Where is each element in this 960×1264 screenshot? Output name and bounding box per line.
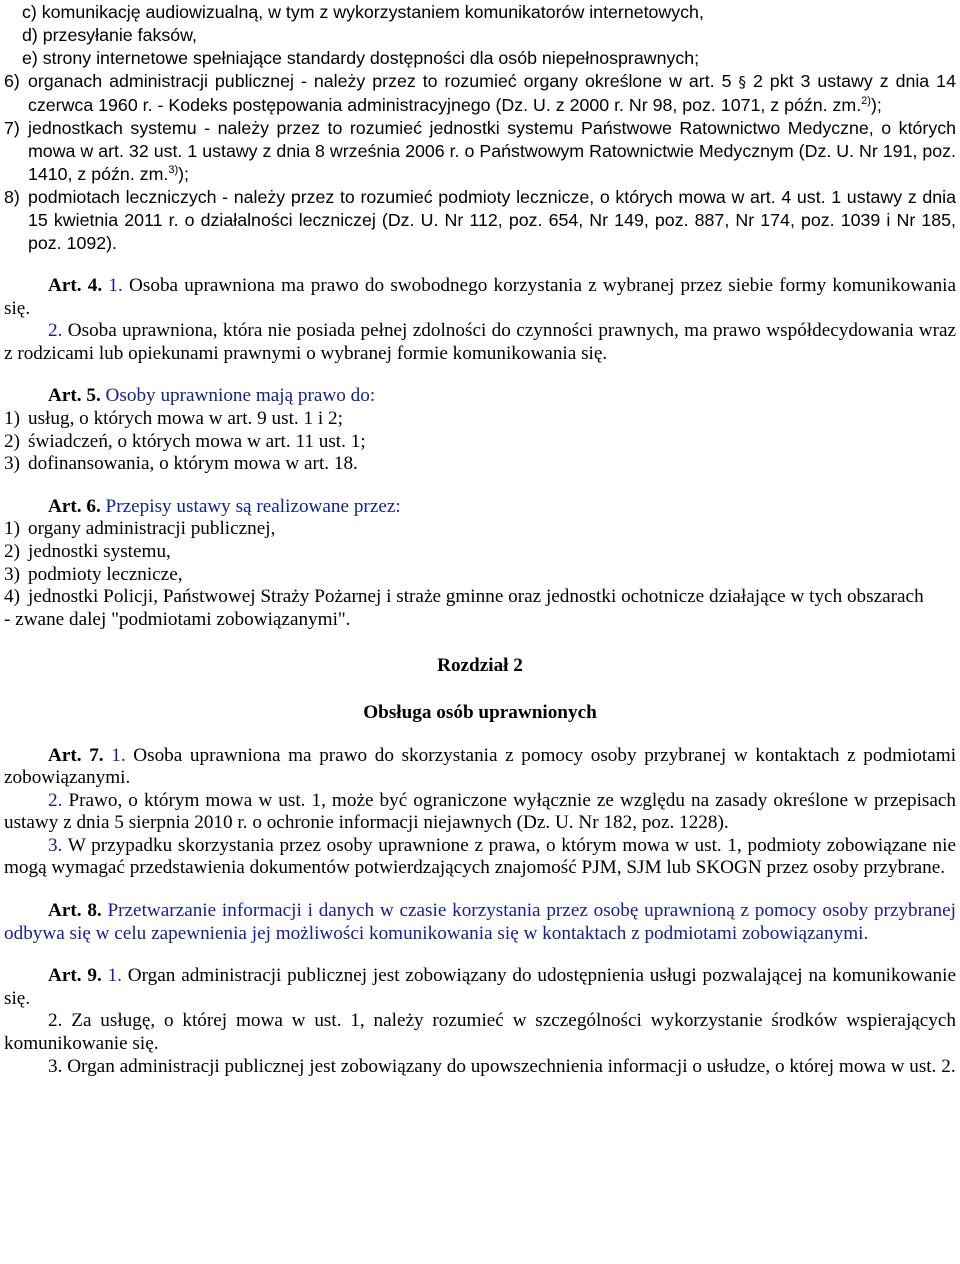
paragraph-number: 2. [48,320,63,342]
paragraph-text: W przypadku skorzystania przez osoby uprawnione z prawa, o którym mowa w ust. 1, podmioty zobowiązane nie mogą wymagać przedstawienia dokumentów potwierdzających znajomość PJM, SJM lub SKOGN przez osoby przybrane. [4,834,956,879]
list-item [4,586,956,609]
paragraph-number: 3. [48,834,63,856]
item-text: podmioty lecznicze, [28,563,183,585]
item-number: 1) [4,407,20,429]
article-label: Art. 9. [48,965,102,987]
item-number: 3) [4,563,20,585]
item-number: 4) [4,586,20,608]
article-4-paragraph-2 [4,320,956,365]
list-item [4,564,956,587]
list-item [4,408,956,431]
list-item-e: e) strony internetowe spełniające standardy dostępności dla osób niepełnosprawnych; [22,48,700,68]
article-9-paragraph-2 [4,1010,956,1055]
article-9-paragraph-1 [4,965,956,1010]
item-text: usług, o których mowa w art. 9 ust. 1 i 2; [28,407,343,429]
article-label: Art. 6. [48,495,101,517]
paragraph-number: 1. [108,275,123,296]
paragraph-number: 1. [111,744,126,766]
item-text [28,70,956,117]
list-item [4,453,956,476]
item-text: podmiotach leczniczych - należy przez to rozumieć podmioty lecznicze, o których mowa w art. 4 ust. 1 ustawy z dnia 15 kwietnia 2011 r. o działalności leczniczej (Dz. U. Nr 112, poz. 654, Nr 149, poz. 887, Nr 174, poz. 1039 i Nr 185, poz. 1092). [28,187,956,253]
definitions-list-continued [4,1,956,255]
definition-item-8 [4,186,956,255]
list-item [4,431,956,454]
article-9-paragraph-3 [4,1056,956,1079]
item-text: jednostki Policji, Państwowej Straży Pożarnej i straże gminne oraz jednostki ochotnicze działające w tych obszarach [28,586,924,608]
chapter-title: Obsługa osób uprawnionych [363,701,597,723]
definition-item-6 [4,70,956,117]
item-text [28,117,956,186]
definition-item-7 [4,117,956,186]
article-7-paragraph-1 [4,745,956,790]
article-5-intro [4,385,956,408]
item-text: jednostki systemu, [28,540,171,562]
article-7-paragraph-2 [4,790,956,835]
paragraph-text: Organ administracji publicznej jest zobowiązany do upowszechnienia informacji o usłudze, o której mowa w ust. 2. [67,1055,956,1077]
article-4 [4,275,956,365]
paragraph-text: Przetwarzanie informacji i danych w czasie korzystania przez osobę uprawnioną z pomocy osoby przybranej odbywa się w celu zapewnienia jej możliwości komunikowania się w kontaktach z podmiotami zobowiązanymi. [4,900,956,944]
article-5 [4,385,956,475]
item-number: 2) [4,540,20,562]
paragraph-number: 2. [48,789,63,811]
article-6 [4,496,956,632]
item-text-part: 2 pkt 3 ustawy z dnia 14 czerwca 1960 r. - Kodeks postępowania administracyjnego (Dz. U. z 2000 r. Nr 98, poz. 1071, z późn. zm. [28,71,956,115]
paragraph-sign: § [738,73,746,91]
item-number: 8) [4,187,20,207]
article-7-paragraph-3 [4,835,956,880]
item-text-part: organach administracji publicznej - należy przez to rozumieć organy określone w art. 5 [28,71,732,91]
article-label: Art. 4. [48,275,103,296]
article-label: Art. 8. [48,900,102,922]
paragraph-number: 2. [48,1010,63,1032]
article-6-intro [4,496,956,519]
list-item [4,518,956,541]
item-text-part: ); [178,164,190,184]
article-label: Art. 5. [48,385,101,407]
article-intro-text: Przepisy ustawy są realizowane przez: [105,495,401,517]
paragraph-text: Osoba uprawniona, która nie posiada pełnej zdolności do czynności prawnych, ma prawo współdecydowania wraz z rodzicami lub opiekunami prawnymi o wybranej formie komunikowania się. [4,320,956,364]
chapter-number: Rozdział 2 [437,655,523,677]
list-item-d: d) przesyłanie faksów, [22,25,197,45]
paragraph-text: Za usługę, o której mowa w ust. 1, należy rozumieć w szczególności wykorzystanie środków wspierających komunikowanie się. [4,1010,957,1055]
footnote-marker: 2) [861,95,871,108]
item-text: organy administracji publicznej, [28,518,276,540]
item-text: świadczeń, o których mowa w art. 11 ust. 1; [28,430,366,452]
article-8 [4,900,956,945]
article-8-text [4,900,956,945]
paragraph-text: Organ administracji publicznej jest zobowiązany do udostępnienia usługi pozwalającej na komunikowanie się. [4,965,956,1009]
chapter-heading [4,655,956,724]
list-item-c: c) komunikację audiowizualną, w tym z wykorzystaniem komunikatorów internetowych, [22,2,704,22]
item-number: 2) [4,430,20,452]
item-text-part: ); [870,95,882,115]
item-number: 1) [4,518,20,540]
paragraph-text: Osoba uprawniona ma prawo do skorzystania z pomocy osoby przybranej w kontaktach z podmiotami zobowiązanymi. [4,744,957,789]
item-number: 7) [4,118,20,138]
item-text-part: jednostkach systemu - należy przez to rozumieć jednostki systemu Państwowe Ratownictwo Medyczne, o których mowa w art. 32 ust. 1 ustawy z dnia 8 września 2006 r. o Państwowym Ratownictwie Medycznym (Dz. U. Nr 191, poz. 1410, z późn. zm. [28,118,956,184]
article-6-closing: - zwane dalej "podmiotami zobowiązanymi". [4,608,351,630]
footnote-marker: 3) [168,164,179,177]
article-9 [4,965,956,1078]
paragraph-number: 3. [48,1055,63,1077]
paragraph-text: Prawo, o którym mowa w ust. 1, może być ograniczone wyłącznie ze względu na zasady określone w przepisach ustawy z dnia 5 sierpnia 2010 r. o ochronie informacji niejawnych (Dz. U. Nr 182, poz. 1228). [4,789,956,834]
item-number: 6) [4,71,20,91]
paragraph-text: Osoba uprawniona ma prawo do swobodnego korzystania z wybranej przez siebie formy komunikowania się. [4,275,957,319]
article-intro-text: Osoby uprawnione mają prawo do: [105,385,376,407]
article-label: Art. 7. [48,744,104,766]
document-page [4,1,956,1078]
article-4-paragraph-1 [4,275,956,320]
item-number: 3) [4,453,20,475]
list-item [4,541,956,564]
article-7 [4,745,956,881]
paragraph-number: 1. [107,965,122,987]
item-text: dofinansowania, o którym mowa w art. 18. [28,453,358,475]
